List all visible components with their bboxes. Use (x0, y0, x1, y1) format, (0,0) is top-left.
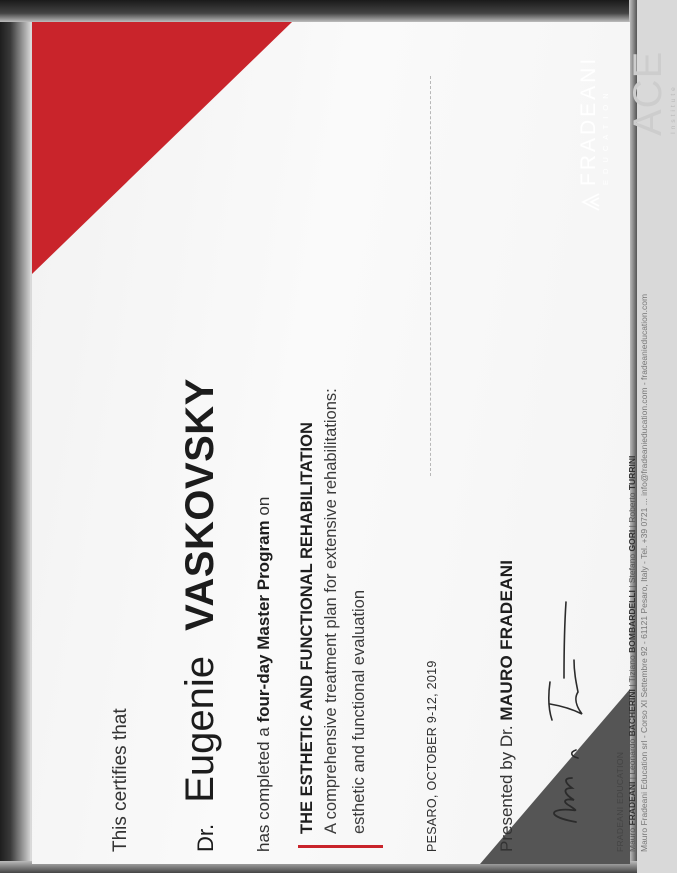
footer-name-last: GORI (627, 529, 637, 552)
presented-prefix: Presented by Dr. (497, 725, 516, 852)
footer-name-last: FRADEANI (627, 781, 637, 826)
footer-name-first: Tiziano (627, 655, 637, 683)
recipient-first-name: Eugenie (178, 655, 222, 803)
ace-name: ACE (626, 50, 670, 136)
footer-name-last: BOMBARDELLI (627, 590, 637, 653)
footer (614, 294, 650, 852)
place-date: PESARO, OCTOBER 9-12, 2019 (425, 660, 439, 852)
footer-name-first: Stefano (627, 553, 637, 584)
program-subtitle-line-1: A comprehensive treatment plan for extensive rehabilitations: (322, 388, 340, 834)
program-block (298, 388, 373, 834)
frame-left-edge (0, 0, 30, 873)
program-title: THE ESTHETIC AND FUNCTIONAL REHABILITATION (298, 422, 316, 834)
footer-address: Mauro Fradeani Education srl - Corso XI Settembre 92 - 61121 Pesaro, Italy - Tel. +39 0721 ... info@fradeanieducation.com - fradeanieducation.com (639, 293, 649, 852)
fradeani-mark-icon (579, 192, 601, 212)
completed-statement (254, 497, 274, 852)
certificate-content (102, 32, 677, 852)
footer-org: FRADEANI EDUCATION (615, 751, 625, 852)
ace-institute-logo (626, 50, 677, 136)
footer-name-last: BACHERINI (627, 689, 637, 737)
presented-by (497, 560, 517, 852)
presenter-name: MAURO FRADEANI (497, 559, 516, 721)
logo-subtitle: EDUCATION (601, 87, 610, 185)
footer-name-last: TURRINI (627, 455, 637, 491)
program-subtitle-line-2: esthetic and functional evaluation (350, 589, 368, 834)
recipient-title: Dr. (193, 823, 218, 852)
frame-top-edge (0, 0, 637, 22)
signature (534, 588, 594, 828)
footer-name-first: Mauro (627, 827, 637, 852)
ace-subtitle: Institute (670, 84, 677, 134)
dashed-divider (430, 76, 431, 476)
completed-suffix: on (254, 496, 273, 516)
footer-name-first: Roberto (627, 492, 637, 523)
logo-name: FRADEANI (577, 55, 600, 186)
footer-names: Mauro FRADEANI | Leonardo BACHERINI | Tiziano BOMBARDELLI | Stefano GORI | Roberto TURRINI (627, 455, 637, 852)
recipient-name (180, 378, 220, 852)
completed-prefix: has completed a (254, 727, 273, 852)
program-accent-bar (298, 845, 383, 848)
footer-name-first: Leonardo (627, 738, 637, 775)
certificate-paper (32, 22, 677, 864)
certifies-text: This certifies that (110, 708, 131, 852)
recipient-last-name: VASKOVSKY (178, 378, 222, 631)
program-duration: four-day Master Program (254, 520, 273, 723)
